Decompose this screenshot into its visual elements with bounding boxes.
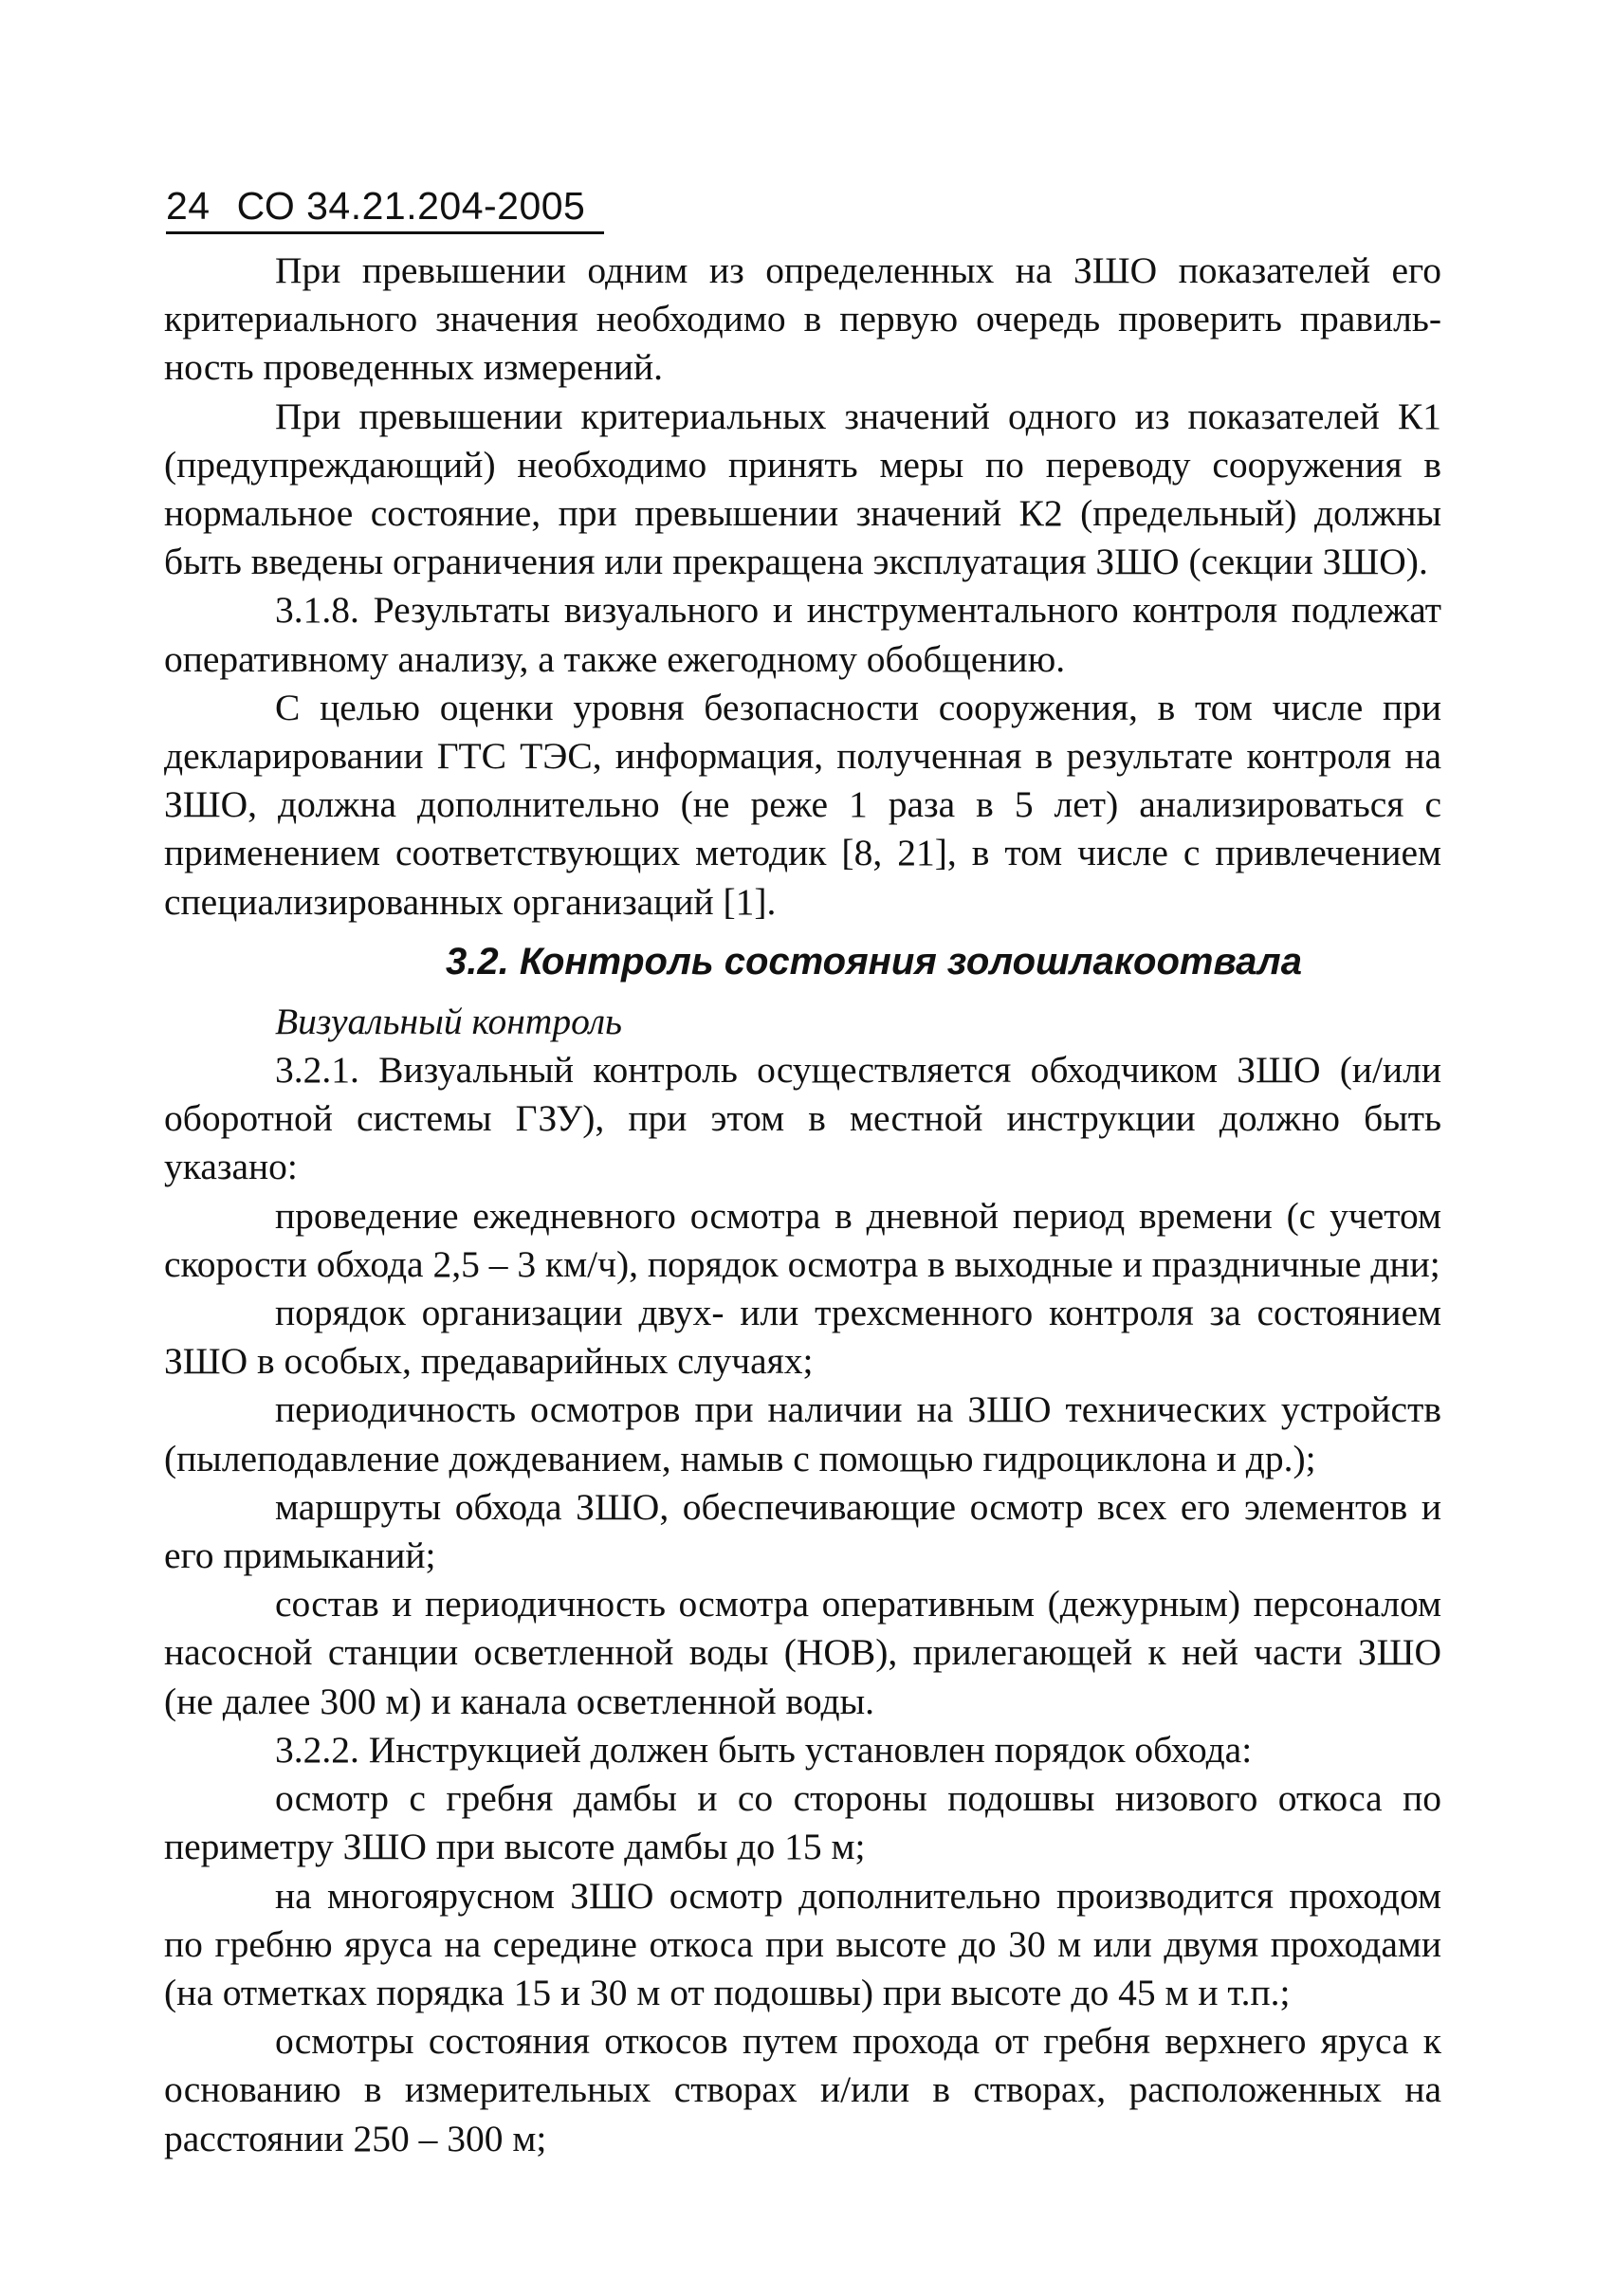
list-item: маршруты обхода ЗШО, обеспечивающие осмотр всех его элементов и его примыканий;	[164, 1485, 1441, 1577]
paragraph: 3.2.2. Инструкцией должен быть установлен порядок обхода:	[275, 1728, 1253, 1771]
list-item: состав и периодичность осмотра оперативным (дежурным) персоналом насосной станции осветленной воды (НОВ), прилегающей к ней части ЗШО (не далее 300 м) и канала осветленной воды.	[164, 1583, 1441, 1722]
document-code: СО 34.21.204-2005	[236, 184, 586, 228]
list-item: на многоярусном ЗШО осмотр дополнительно производится проходом по гребню яруса на середине откоса при высоте до 30 м или двумя проходами (на отметках порядка 15 и 30 м от подошвы) при высоте до 45 м и т.п.;	[164, 1874, 1441, 2013]
page-number: 24	[166, 184, 211, 228]
page-header	[166, 182, 604, 234]
list-item: проведение ежедневного осмотра в дневной период времени (с учетом скорости обхода 2,5 – 3 км/ч), порядок осмотра в выходные и праздничные дни;	[164, 1194, 1441, 1285]
paragraph: При превышении одним из определенных на ЗШО показателей его критериального значения необходимо в первую очередь проверить правильность проведенных измерений.	[164, 249, 1441, 389]
paragraph: 3.1.8. Результаты визуального и инструментального контроля подлежат оперативному анализу, а также ежегодному обобщению.	[164, 589, 1441, 680]
list-item: осмотр с гребня дамбы и со стороны подошвы низового откоса по периметру ЗШО при высоте дамбы до 15 м;	[164, 1777, 1441, 1868]
list-item: осмотры состояния откосов путем прохода от гребня верхнего яруса к основанию в измерительных створах и/или в створах, расположенных на расстоянии 250 – 300 м;	[164, 2020, 1441, 2159]
body-text	[164, 247, 1441, 2163]
paragraph: 3.2.1. Визуальный контроль осуществляется обходчиком ЗШО (и/или оборотной системы ГЗУ), при этом в местной инструкции должно быть указано:	[164, 1049, 1441, 1188]
paragraph: При превышении критериальных значений одного из показателей К1 (предупреждающий) необходимо принять меры по переводу сооружения в нормальное состояние, при превышении значений К2 (предельный) должны быть введены ограничения или прекращена эксплуатация ЗШО (секции ЗШО).	[164, 395, 1441, 583]
list-item: порядок организации двух- или трехсменного контроля за состоянием ЗШО в особых, предаварийных случаях;	[164, 1292, 1441, 1383]
section-subheading: Визуальный контроль	[275, 1000, 623, 1042]
section-heading: 3.2. Контроль состояния золошлакоотвала	[446, 940, 1302, 983]
list-item: периодичность осмотров при наличии на ЗШО технических устройств (пылеподавление дождеванием, намыв с помощью гидроциклона и др.);	[164, 1388, 1441, 1479]
paragraph: С целью оценки уровня безопасности сооружения, в том числе при декларировании ГТС ТЭС, информация, полученная в результате контроля на ЗШО, должна дополнительно (не реже 1 раза в 5 лет) анализироваться с применением соответствующих методик [8, 21], в том числе с привлечением специализированных организаций [1].	[164, 686, 1441, 923]
